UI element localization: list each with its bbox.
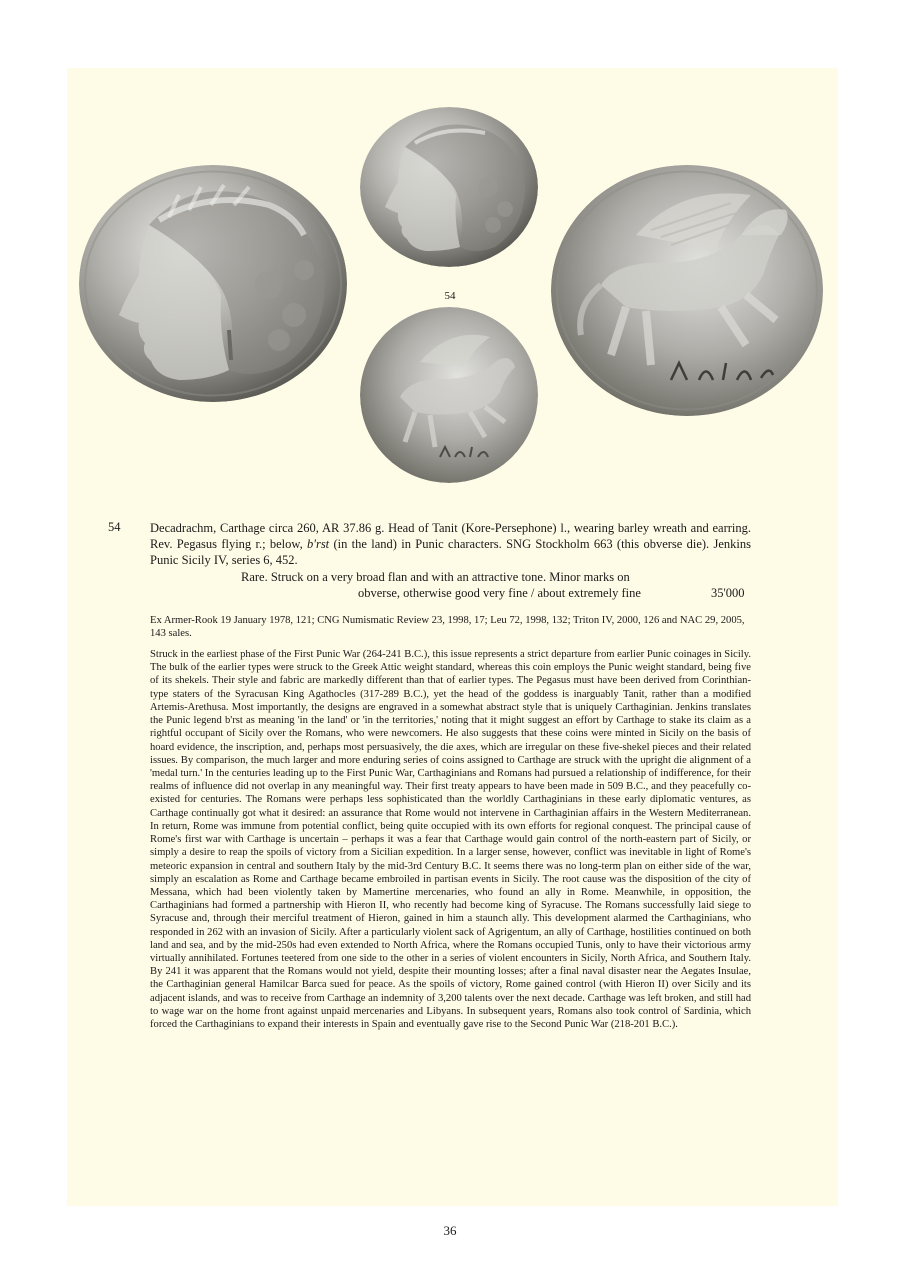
historical-note: Struck in the earliest phase of the First Punic War (264-241 B.C.), this issue represents a strict departure from earlier Punic coinages in Sicily. The bulk of the earlier types were struck to the Greek Attic weight standard, whereas this coin employs the Punic weight standard, being five of its shekels. Their style and fabric are markedly different than that of earlier types. The Pegasus must have been derived from Corinthian-type staters of the Syracusan King Agathocles (317-289 B.C.), yet the head of the goddess is inarguably Tanit, rather than a modified Artemis-Arethusa. Most importantly, the designs are engraved in a somewhat abstract style that is uniquely Carthaginian. Jenkins translates the Punic legend b'rst as meaning 'in the land' or 'in the territories,' noting that it might suggest an effort by Carthage to stake its claim as a rightful occupant of Sicily over the Romans, who were newcomers. He also suggests that these coins were minted in Sicily on the basis of hoard evidence, the inscription, and, perhaps most persuasively, the die axes, which are irregular on these five-shekel pieces and their related issues. By comparison, the much larger and more enduring series of coins assigned to Carthage are struck with the upright die alignment of a 'medal turn.' In the centuries leading up to the First Punic War, Carthaginians and Romans had pursued a relationship of indifference, for their realms of influence did not overlap in any meaningful way. Their first treaty appears to have been made in 509 B.C., and they peacefully co-existed for centuries. The Romans were perhaps less sophisticated than the worldly Carthaginians in these early diplomatic ventures, as Carthage continually got what it desired: an assurance that Rome would not intervene in Carthaginian affairs in the Western Mediterranean. In return, Rome was immune from potential conflict, being quite occupied with its own efforts for regional conquest. The principal cause of Rome's first war with Carthage is uncertain – perhaps it was a fear that Carthage would gain control of the north-eastern part of Sicily, or simply a desire to reap the spoils of victory from a Sicilian expedition. In a larger sense, however, conflict was inevitable in light of Rome's meteoric expansion in central and southern Italy by the mid-3rd Century B.C. It seems there was no long-term plan on either side of the war, simply an escalation as Rome and Carthage became embroiled in partisan events in Sicily. The root cause was the disposition of the city of Messana, which had been violently taken by Mamertine mercenaries, who found an ally in Rome. Meanwhile, in opposition, the Carthaginians had formed a partnership with Hieron II, who recently had become king of Syracuse. The Romans successfully laid siege to Syracuse and, through their merciful treatment of Hieron, gained in him a staunch ally. This development alarmed the Carthaginians, who responded in 262 with an invasion of Sicily. After a particularly violent sack of Agrigentum, an ally of Carthage, hostilities continued on both land and sea, and by the mid-250s had even extended to North Africa, where the Romans occupied Tunis, only to have their victorious army virtually annihilated. Fortunes teetered from one side to the other in a series of violent encounters in Sicily, North Africa, and Southern Italy. By 241 it was apparent that the Romans would not yield, despite their mounting losses; after a final naval disaster near the Aegates Insulae, the Carthaginian general Hamilcar Barca sued for peace. As the spoils of victory, Rome gained control (with Hieron II) over Sicily and its adjacent islands, and was to receive from Carthage an indemnity of 3,200 talents over the next decade. Carthage was left broken, and still had to wage war on the home front against unpaid mercenaries and Libyans. In subsequent years, Romans also took control of Sardinia, which forced the Carthaginians to expand their interests in Spain and eventually gave rise to the Second Punic War (218-201 B.C.). — [150, 649, 751, 1031]
lot-description-part-a: Decadrachm, Carthage circa 260, AR 37.86 g. Head of Tanit (Kore-Persephone) l., wearing barley wreath and earring. Rev. Pegasus flying r.; below, — [150, 521, 751, 551]
obverse-coin-small-image — [360, 107, 538, 267]
provenance-text: Ex Armer-Rook 19 January 1978, 121; CNG Numismatic Review 23, 1998, 17; Leu 72, 1998, 132; Triton IV, 2000, 126 and NAC 29, 2005, 143 sales. — [150, 615, 745, 640]
obverse-coin-large-image — [79, 165, 347, 402]
estimate-price: 35'000 — [711, 586, 745, 600]
plate-number: 54 — [444, 290, 456, 302]
reverse-coin-large-image — [551, 165, 823, 416]
lot-number: 54 — [108, 520, 121, 534]
lot-description — [150, 520, 751, 568]
grade-line-2: obverse, otherwise good very fine / about extremely fine — [358, 586, 641, 600]
reverse-coin-small-image — [360, 307, 538, 483]
page-number: 36 — [443, 1223, 457, 1238]
punic-legend: b'rst — [307, 537, 330, 551]
lot-description-part-b: (in the land) in Punic characters. SNG Stockholm 663 (this obverse die). Jenkins Punic Sicily IV, series 6, 452. — [150, 537, 751, 567]
grade-line-1: Rare. Struck on a very broad flan and with an attractive tone. Minor marks on — [241, 570, 630, 584]
